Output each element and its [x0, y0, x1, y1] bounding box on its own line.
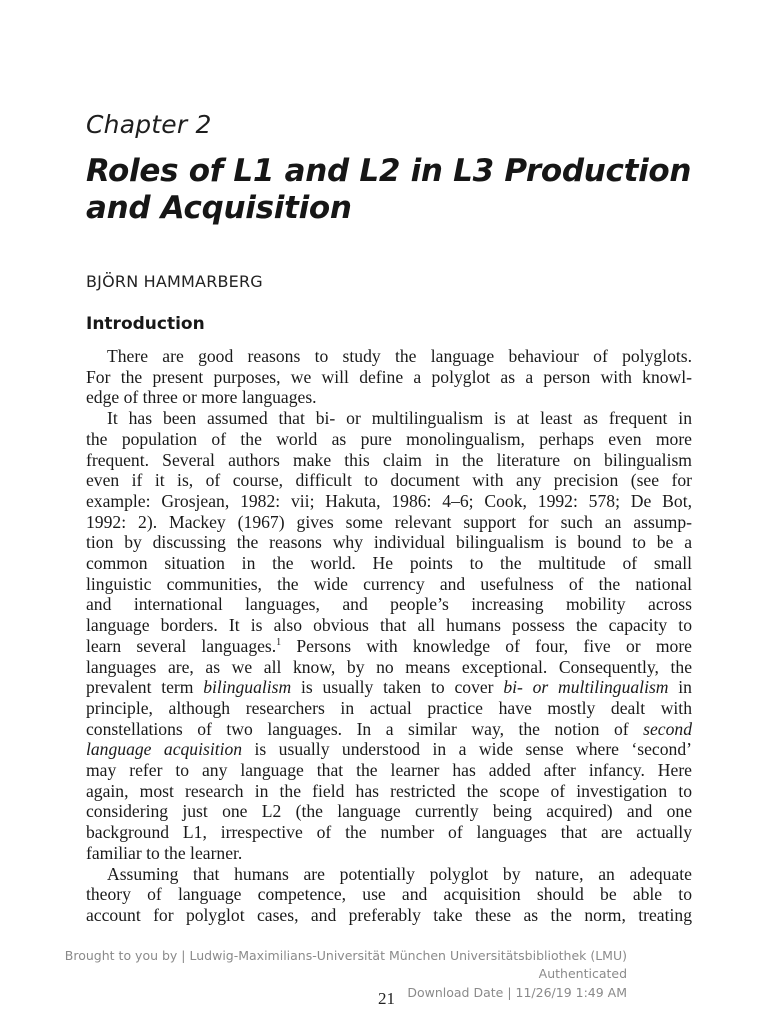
text-line: frequent. Several authors make this claim in the literature on bilingualism — [86, 449, 692, 470]
text-line: theory of language competence, use and acquisition should be able to — [86, 884, 692, 905]
text-line: account for polyglot cases, and preferably take these as the norm, treating — [86, 904, 692, 925]
text-line: considering just one L2 (the language currently being acquired) and one — [86, 801, 692, 822]
text-segment: is usually taken to cover — [291, 677, 504, 698]
text-line: 1992: 2). Mackey (1967) gives some relevant support for such an assump- — [86, 511, 692, 532]
text-line: common situation in the world. He points to the multitude of small — [86, 553, 692, 574]
chapter-title-line: Roles of L1 and L2 in L3 Production — [86, 153, 692, 189]
access-watermark-line: Brought to you by | Ludwig-Maximilians-Universität München Universitätsbibliothek (LMU) — [64, 948, 627, 963]
text-line: may refer to any language that the learner has added after infancy. Here — [86, 760, 692, 781]
access-watermark-line: Authenticated — [538, 966, 627, 981]
text-segment: in — [668, 677, 692, 698]
text-line — [86, 636, 692, 657]
text-segment: is usually understood in a wide sense where ‘second’ — [242, 739, 692, 760]
text-line: It has been assumed that bi- or multilingualism is at least as frequent in — [107, 408, 692, 429]
author-name: BJÖRN HAMMARBERG — [86, 272, 263, 291]
text-line: and international languages, and people’s increasing mobility across — [86, 594, 692, 615]
chapter-label: Chapter 2 — [86, 110, 212, 139]
text-line: even if it is, of course, difficult to document with any precision (see for — [86, 470, 692, 491]
text-line: example: Grosjean, 1982: vii; Hakuta, 1986: 4–6; Cook, 1992: 578; De Bot, — [86, 490, 692, 511]
text-line — [86, 719, 692, 740]
body-text — [86, 346, 692, 926]
text-line: language borders. It is also obvious that all humans possess the capacity to — [86, 615, 692, 636]
chapter-title-line: and Acquisition — [86, 190, 352, 226]
text-line: edge of three or more languages. — [86, 387, 317, 408]
chapter-title — [86, 153, 706, 227]
download-date: Download Date | 11/26/19 1:49 AM — [407, 985, 627, 1000]
emphasized-term: bilingualism — [203, 677, 292, 698]
text-line: There are good reasons to study the language behaviour of polyglots. — [107, 346, 692, 366]
emphasized-term: second — [643, 718, 692, 739]
text-line: linguistic communities, the wide currency and usefulness of the national — [86, 573, 692, 594]
text-line: the population of the world as pure monolingualism, perhaps even more — [86, 428, 692, 449]
text-line: languages are, as we all know, by no means exceptional. Consequently, the — [86, 656, 692, 677]
text-line: Assuming that humans are potentially polyglot by nature, an adequate — [107, 863, 692, 884]
text-line — [86, 677, 692, 698]
text-line: For the present purposes, we will define a polyglot as a person with knowl- — [86, 366, 692, 387]
emphasized-term: language acquisition — [86, 739, 243, 760]
text-segment: prevalent term — [86, 677, 204, 698]
text-line: background L1, irrespective of the number of languages that are actually — [86, 822, 692, 843]
text-line: familiar to the learner. — [86, 842, 243, 863]
emphasized-term: bi- or multilingualism — [503, 677, 669, 698]
text-segment: Persons with knowledge of four, five or more — [281, 635, 692, 656]
text-segment: learn several languages. — [86, 635, 277, 656]
page-number: 21 — [378, 989, 395, 1008]
section-heading: Introduction — [86, 314, 205, 334]
text-segment: constellations of two languages. In a similar way, the notion of — [86, 718, 644, 739]
text-line: again, most research in the field has restricted the scope of investigation to — [86, 780, 692, 801]
text-line: principle, although researchers in actual practice have mostly dealt with — [86, 697, 692, 718]
text-line: tion by discussing the reasons why individual bilingualism is bound to be a — [86, 532, 692, 553]
text-line — [86, 739, 692, 760]
footnote-marker[interactable]: 1 — [276, 636, 282, 648]
